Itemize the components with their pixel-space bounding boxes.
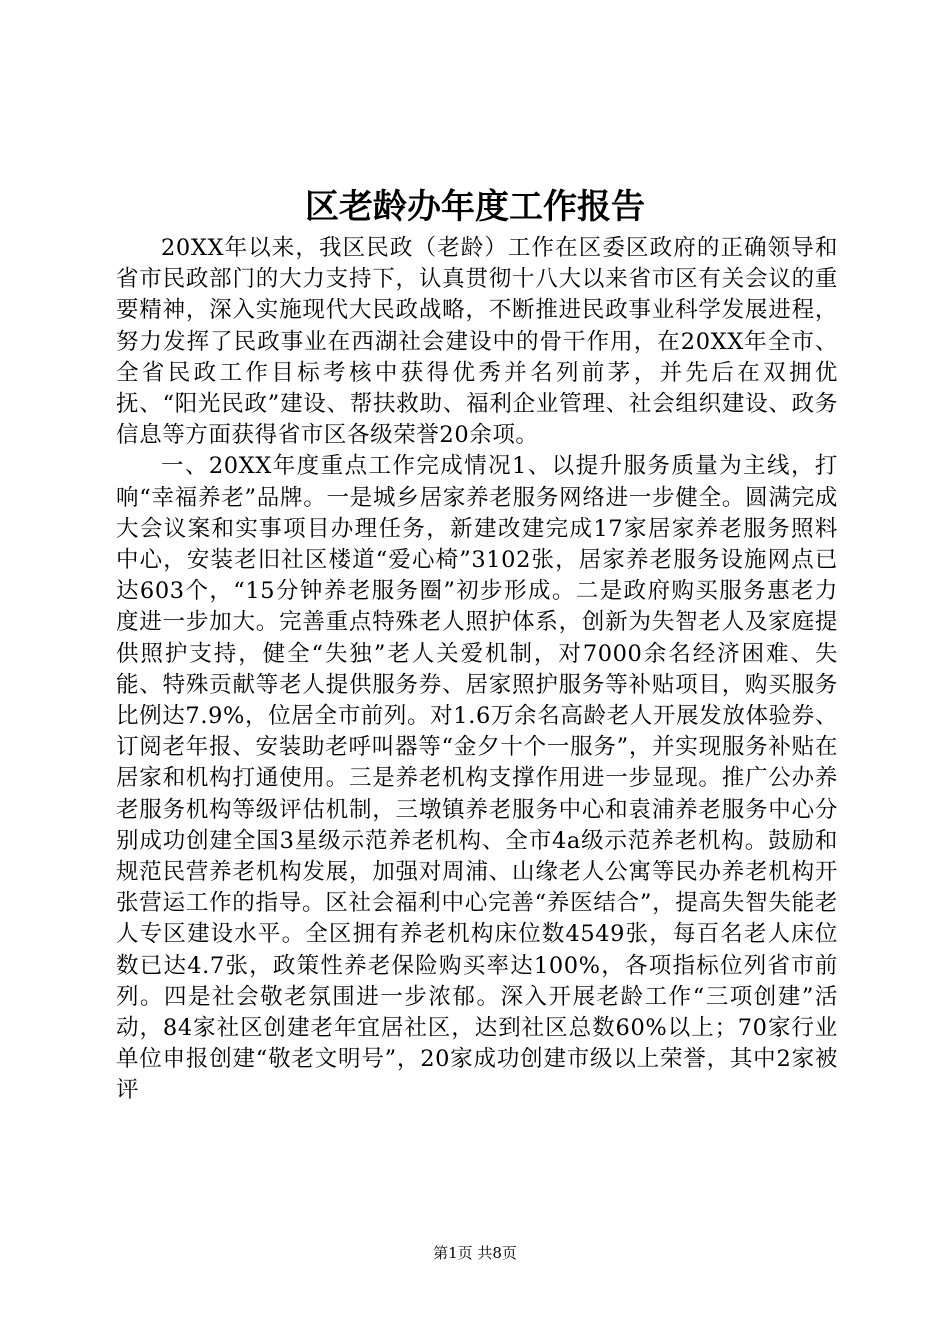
page-number-footer: 第1页 共8页 <box>433 1244 517 1262</box>
paragraph-section-one: 一、20XX年度重点工作完成情况1、以提升服务质量为主线，打响“幸福养老”品牌。一是城乡居家养老服务网络进一步健全。圆满完成大会议案和实事项目办理任务，新建改建完成17家居家养老服务照料中心，安装老旧社区楼道“爱心椅”3102张，居家养老服务设施网点已达603个，“15分钟养老服务圈”初步形成。二是政府购买服务惠老力度进一步加大。完善重点特殊老人照护体系，创新为失智老人及家庭提供照护支持，健全“失独”老人关爱机制，对7000余名经济困难、失能、特殊贡献等老人提供服务券、居家照护服务等补贴项目，购买服务比例达7.9%，位居全市前列。对1.6万余名高龄老人开展发放体验券、订阅老年报、安装助老呼叫器等“金夕十个一服务”，并实现服务补贴在居家和机构打通使用。三是养老机构支撑作用进一步显现。推广公办养老服务机构等级评估机制，三墩镇养老服务中心和袁浦养老服务中心分别成功创建全国3星级示范养老机构、全市4a级示范养老机构。鼓励和规范民营养老机构发展，加强对周浦、山缘老人公寓等民办养老机构开张营运工作的指导。区社会福利中心完善“养医结合”，提高失智失能老人专区建设水平。全区拥有养老机构床位数4549张，每百名老人床位数已达4.7张，政策性养老保险购买率达100%，各项指标位列省市前列。四是社会敬老氛围进一步浓郁。深入开展老龄工作“三项创建”活动，84家社区创建老年宜居社区，达到社区总数60%以上；70家行业单位申报创建“敬老文明号”，20家成功创建市级以上荣誉，其中2家被评 <box>116 453 838 1104</box>
document-title: 区老龄办年度工作报告 <box>305 187 645 227</box>
document-body <box>116 233 838 1107</box>
paragraph-intro: 20XX年以来，我区民政（老龄）工作在区委区政府的正确领导和省市民政部门的大力支持下，认真贯彻十八大以来省市区有关会议的重要精神，深入实施现代大民政战略，不断推进民政事业科学发展进程，努力发挥了民政事业在西湖社会建设中的骨干作用，在20XX年全市、全省民政工作目标考核中获得优秀并名列前茅，并先后在双拥优抚、“阳光民政”建设、帮扶救助、福利企业管理、社会组织建设、政务信息等方面获得省市区各级荣誉20余项。 <box>116 235 838 449</box>
